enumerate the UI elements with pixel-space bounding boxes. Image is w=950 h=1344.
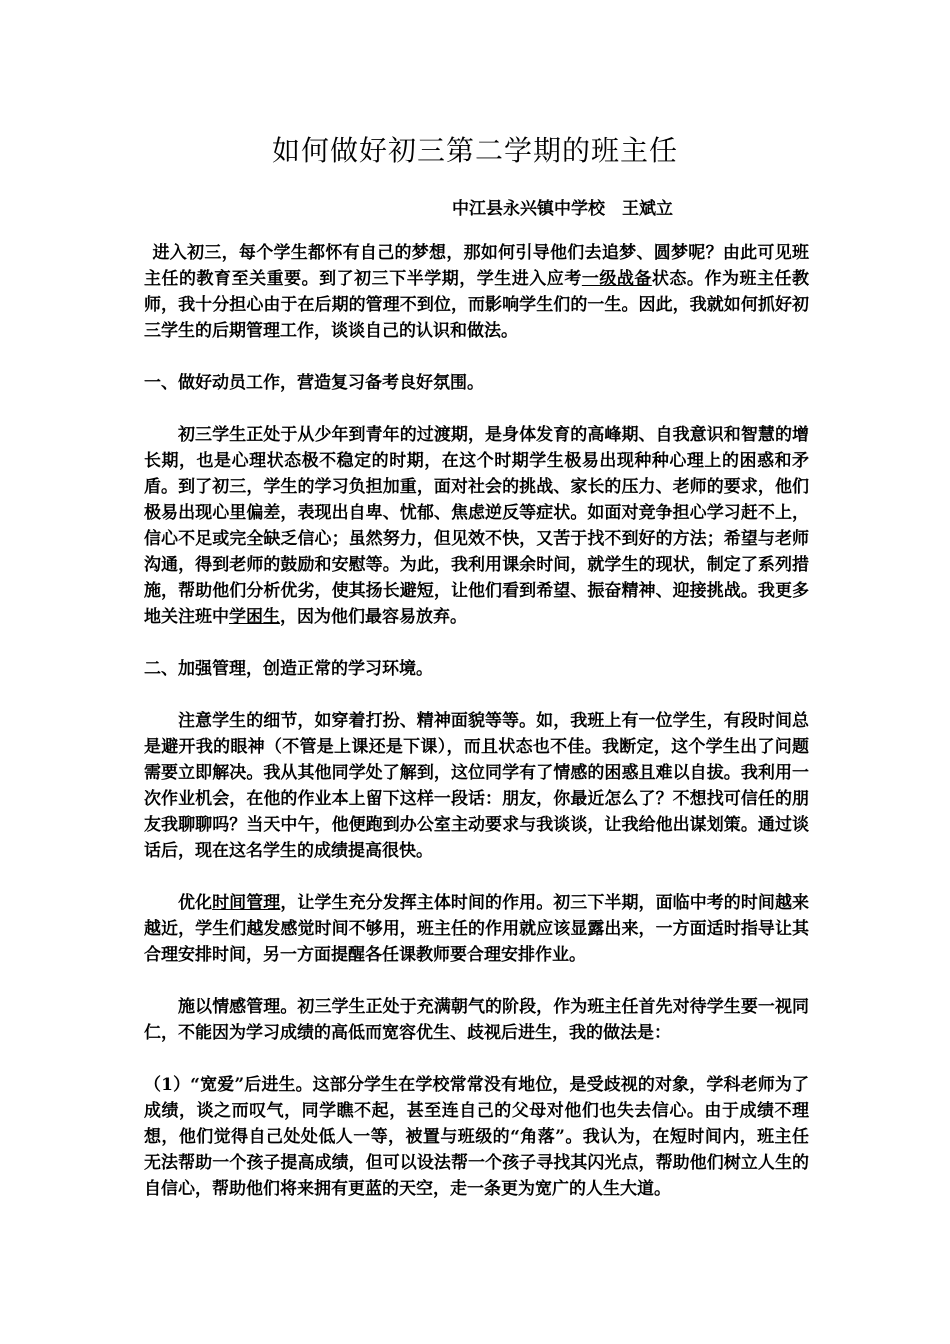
intro-text-1: 进入初三，每个学生都怀有自己的梦想，那如何引导他们去追梦、圆梦呢？由此可见班主任的教育至关重要。到了初三下半学期，学生进入应考 xyxy=(144,243,809,289)
paragraph-spacer xyxy=(144,630,809,656)
paragraph-spacer xyxy=(144,864,809,890)
intro-underlined-term: 一级战备 xyxy=(581,269,652,289)
intro-text-2: 状态。作为班主任教师，我十分担心由于在后期的管理不到位，而影响学生们的一生。因此，我就如何抓好初三学生的后期管理工作，谈谈自己的认识和做法。 xyxy=(144,269,810,341)
page-title: 如何做好初三第二学期的班主任 xyxy=(271,134,678,167)
section1-paragraph xyxy=(144,422,809,630)
section2-paragraph-item1: （1）“宽爱”后进生。这部分学生在学校常常没有地位，是受歧视的对象，学科老师为了成绩，谈之而叹气，同学瞧不起，甚至连自己的父母对他们也失去信心。由于成绩不理想，他们觉得自己处处低人一等，被置与班级的“角落”。我认为，在短时间内，班主任无法帮助一个孩子提高成绩，但可以设法帮一个孩子寻找其闪光点，帮助他们树立人生的自信心，帮助他们将来拥有更蓝的天空，走一条更为宽广的人生大道。 xyxy=(144,1075,809,1199)
paragraph-spacer xyxy=(144,968,809,994)
author-line: 中江县永兴镇中学校 王斌立 xyxy=(452,199,673,219)
section-heading-1: 一、做好动员工作，营造复习备考良好氛围。 xyxy=(144,373,484,393)
paragraph-spacer xyxy=(144,396,809,422)
paragraph-spacer xyxy=(144,1046,809,1072)
document-body xyxy=(144,240,809,1202)
time-text-1: 优化 xyxy=(178,893,213,913)
paragraph-spacer xyxy=(144,344,809,370)
time-underlined-term: 时间管理 xyxy=(212,893,281,913)
time-text-2: ，让学生充分发挥主体时间的作用。初三下半期，面临中考的时间越来越近，学生们越发感觉时间不够用，班主任的作用就应该显露出来，一方面适时指导让其合理安排时间，另一方面提醒各任课教师要合理安排作业。 xyxy=(144,893,810,965)
section1-text-1: 初三学生正处于从少年到青年的过渡期，是身体发育的高峰期、自我意识和智慧的增长期，也是心理状态极不稳定的时期，在这个时期学生极易出现种种心理上的困惑和矛盾。到了初三，学生的学习负担加重，面对社会的挑战、家长的压力、老师的要求，他们极易出现心里偏差，表现出自卑、忧郁、焦虑逆反等症状。如面对竞争担心学习赶不上，信心不足或完全缺乏信心；虽然努力，但见效不快，又苦于找不到好的方法；希望与老师沟通，得到老师的鼓励和安慰等。为此，我利用课余时间，就学生的现状，制定了系列措施，帮助他们分析优劣，使其扬长避短，让他们看到希望、振奋精神、迎接挑战。我更多地关注班中 xyxy=(144,425,809,627)
section2-paragraph-time xyxy=(144,890,809,968)
section1-underlined-term: 学困生 xyxy=(229,607,280,627)
section2-paragraph-details: 注意学生的细节，如穿着打扮、精神面貌等等。如，我班上有一位学生，有段时间总是避开我的眼神（不管是上课还是下课），而且状态也不佳。我断定，这个学生出了问题需要立即解决。我从其他同学处了解到，这位同学有了情感的困惑且难以自拔。我利用一次作业机会，在他的作业本上留下这样一段话：朋友，你最近怎么了？不想找可信任的朋友我聊聊吗？当天中午，他便跑到办公室主动要求与我谈谈，让我给他出谋划策。通过谈话后，现在这名学生的成绩提高很快。 xyxy=(144,711,809,861)
section1-text-2: ，因为他们最容易放弃。 xyxy=(280,607,467,627)
section-heading-2: 二、加强管理，创造正常的学习环境。 xyxy=(144,659,433,679)
paragraph-spacer xyxy=(144,682,809,708)
intro-paragraph xyxy=(144,240,809,344)
section2-paragraph-emotion: 施以情感管理。初三学生正处于充满朝气的阶段，作为班主任首先对待学生要一视同仁，不能因为学习成绩的高低而宽容优生、歧视后进生，我的做法是： xyxy=(144,997,809,1043)
